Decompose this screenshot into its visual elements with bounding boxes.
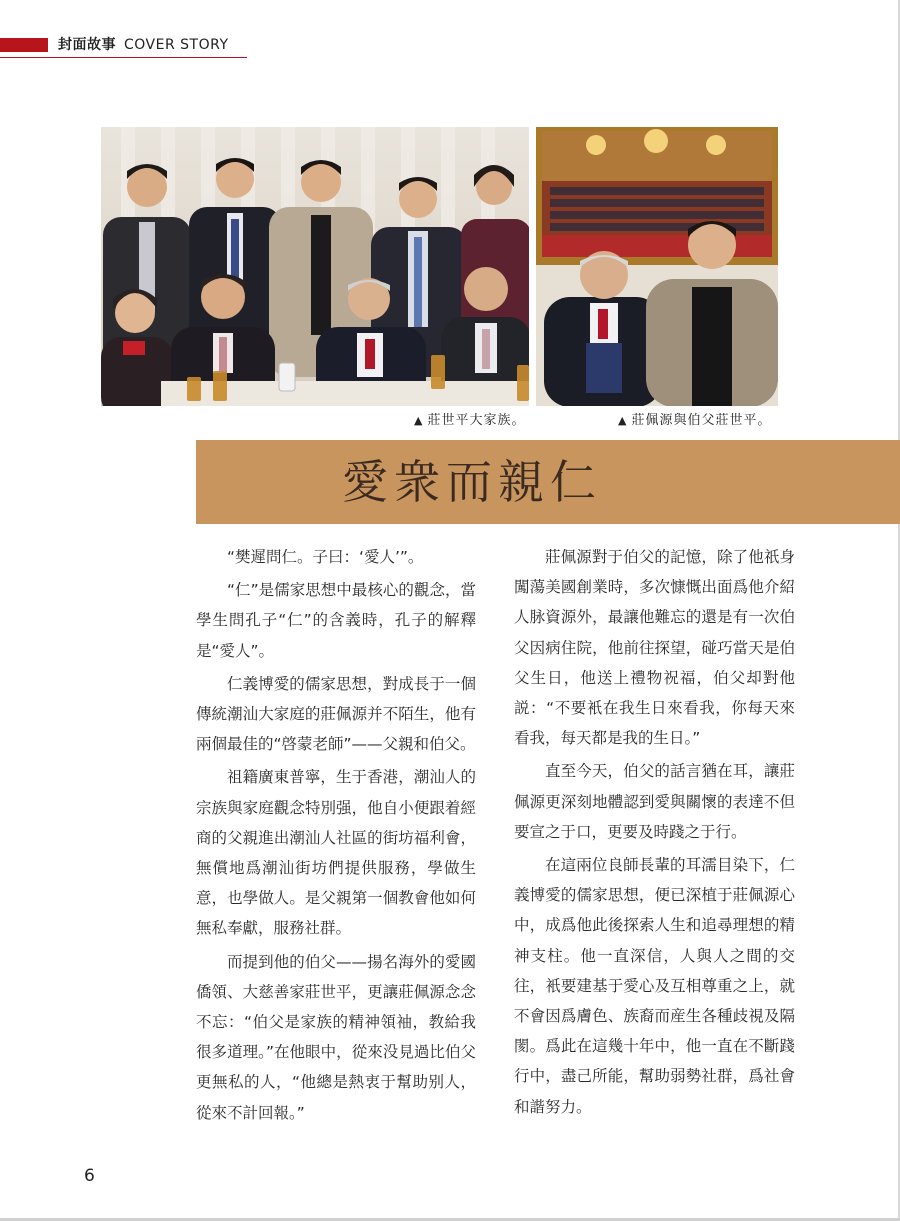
body-column-left (196, 542, 476, 1131)
page-number: 6 (84, 1166, 95, 1186)
uncle-portrait-photo (536, 127, 778, 406)
paragraph: 仁義博愛的儒家思想，對成長于一個傳統潮汕大家庭的莊佩源并不陌生，他有兩個最佳的“啓蒙老師”——父親和伯父。 (196, 674, 476, 754)
section-title-zh: 封面故事 (58, 37, 116, 53)
paragraph: 祖籍廣東普寧，生于香港，潮汕人的宗族與家庭觀念特別强，他自小便跟着經商的父親進出潮汕人社區的街坊福利會，無償地爲潮汕街坊們提供服務，學做生意，也學做人。是父親第一個教會他如何無私奉獻，服務社群。 (196, 768, 476, 938)
paragraph: “樊遲問仁。子曰：‘愛人’”。 (227, 548, 424, 566)
paragraph: 而提到他的伯父——揚名海外的愛國僑領、大慈善家莊世平，更讓莊佩源念念不忘：“伯父是家族的精神領袖，教給我很多道理。”在他眼中，從來没見過比伯父更無私的人，“他總是熱衷于幫助别人，從來不計回報。” (196, 952, 476, 1122)
photo-caption-uncle: ▲ 莊佩源與伯父莊世平。 (618, 413, 772, 428)
body-column-right (514, 542, 795, 1125)
caption-marker-icon: ▲ (618, 414, 628, 427)
article-title-band (196, 440, 900, 524)
section-title-en: COVER STORY (124, 37, 229, 53)
header-rule (0, 57, 247, 58)
paragraph: 莊佩源對于伯父的記憶，除了他祇身闖蕩美國創業時，多次慷慨出面爲他介紹人脉資源外，最讓他難忘的還是有一次伯父因病住院，他前往探望，碰巧當天是伯父生日，他送上禮物祝福，伯父却對他説：“不要衹在我生日來看我，你每天來看我，每天都是我的生日。” (514, 548, 795, 748)
section-header (58, 35, 229, 55)
header-accent-bar (0, 38, 48, 52)
caption-marker-icon: ▲ (414, 414, 424, 427)
paragraph: 直至今天，伯父的話言猶在耳，讓莊佩源更深刻地體認到愛與關懷的表達不但要宣之于口，更要及時踐之于行。 (514, 762, 795, 841)
paragraph: “仁”是儒家思想中最核心的觀念，當學生問孔子“仁”的含義時，孔子的解釋是“愛人”。 (196, 581, 476, 660)
paragraph: 在這兩位良師長輩的耳濡目染下，仁義博愛的儒家思想，便已深植于莊佩源心中，成爲他此後探索人生和追尋理想的精神支柱。他一直深信，人與人之間的交往，衹要建基于愛心及互相尊重之上，就不會因爲膚色、族裔而産生各種歧視及隔閡。爲此在這幾十年中，他一直在不斷踐行中，盡己所能，幫助弱勢社群，爲社會和諧努力。 (514, 856, 795, 1116)
article-title: 愛衆而親仁 (342, 455, 602, 509)
family-group-photo (101, 127, 529, 406)
photo-caption-family: ▲ 莊世平大家族。 (414, 413, 526, 428)
